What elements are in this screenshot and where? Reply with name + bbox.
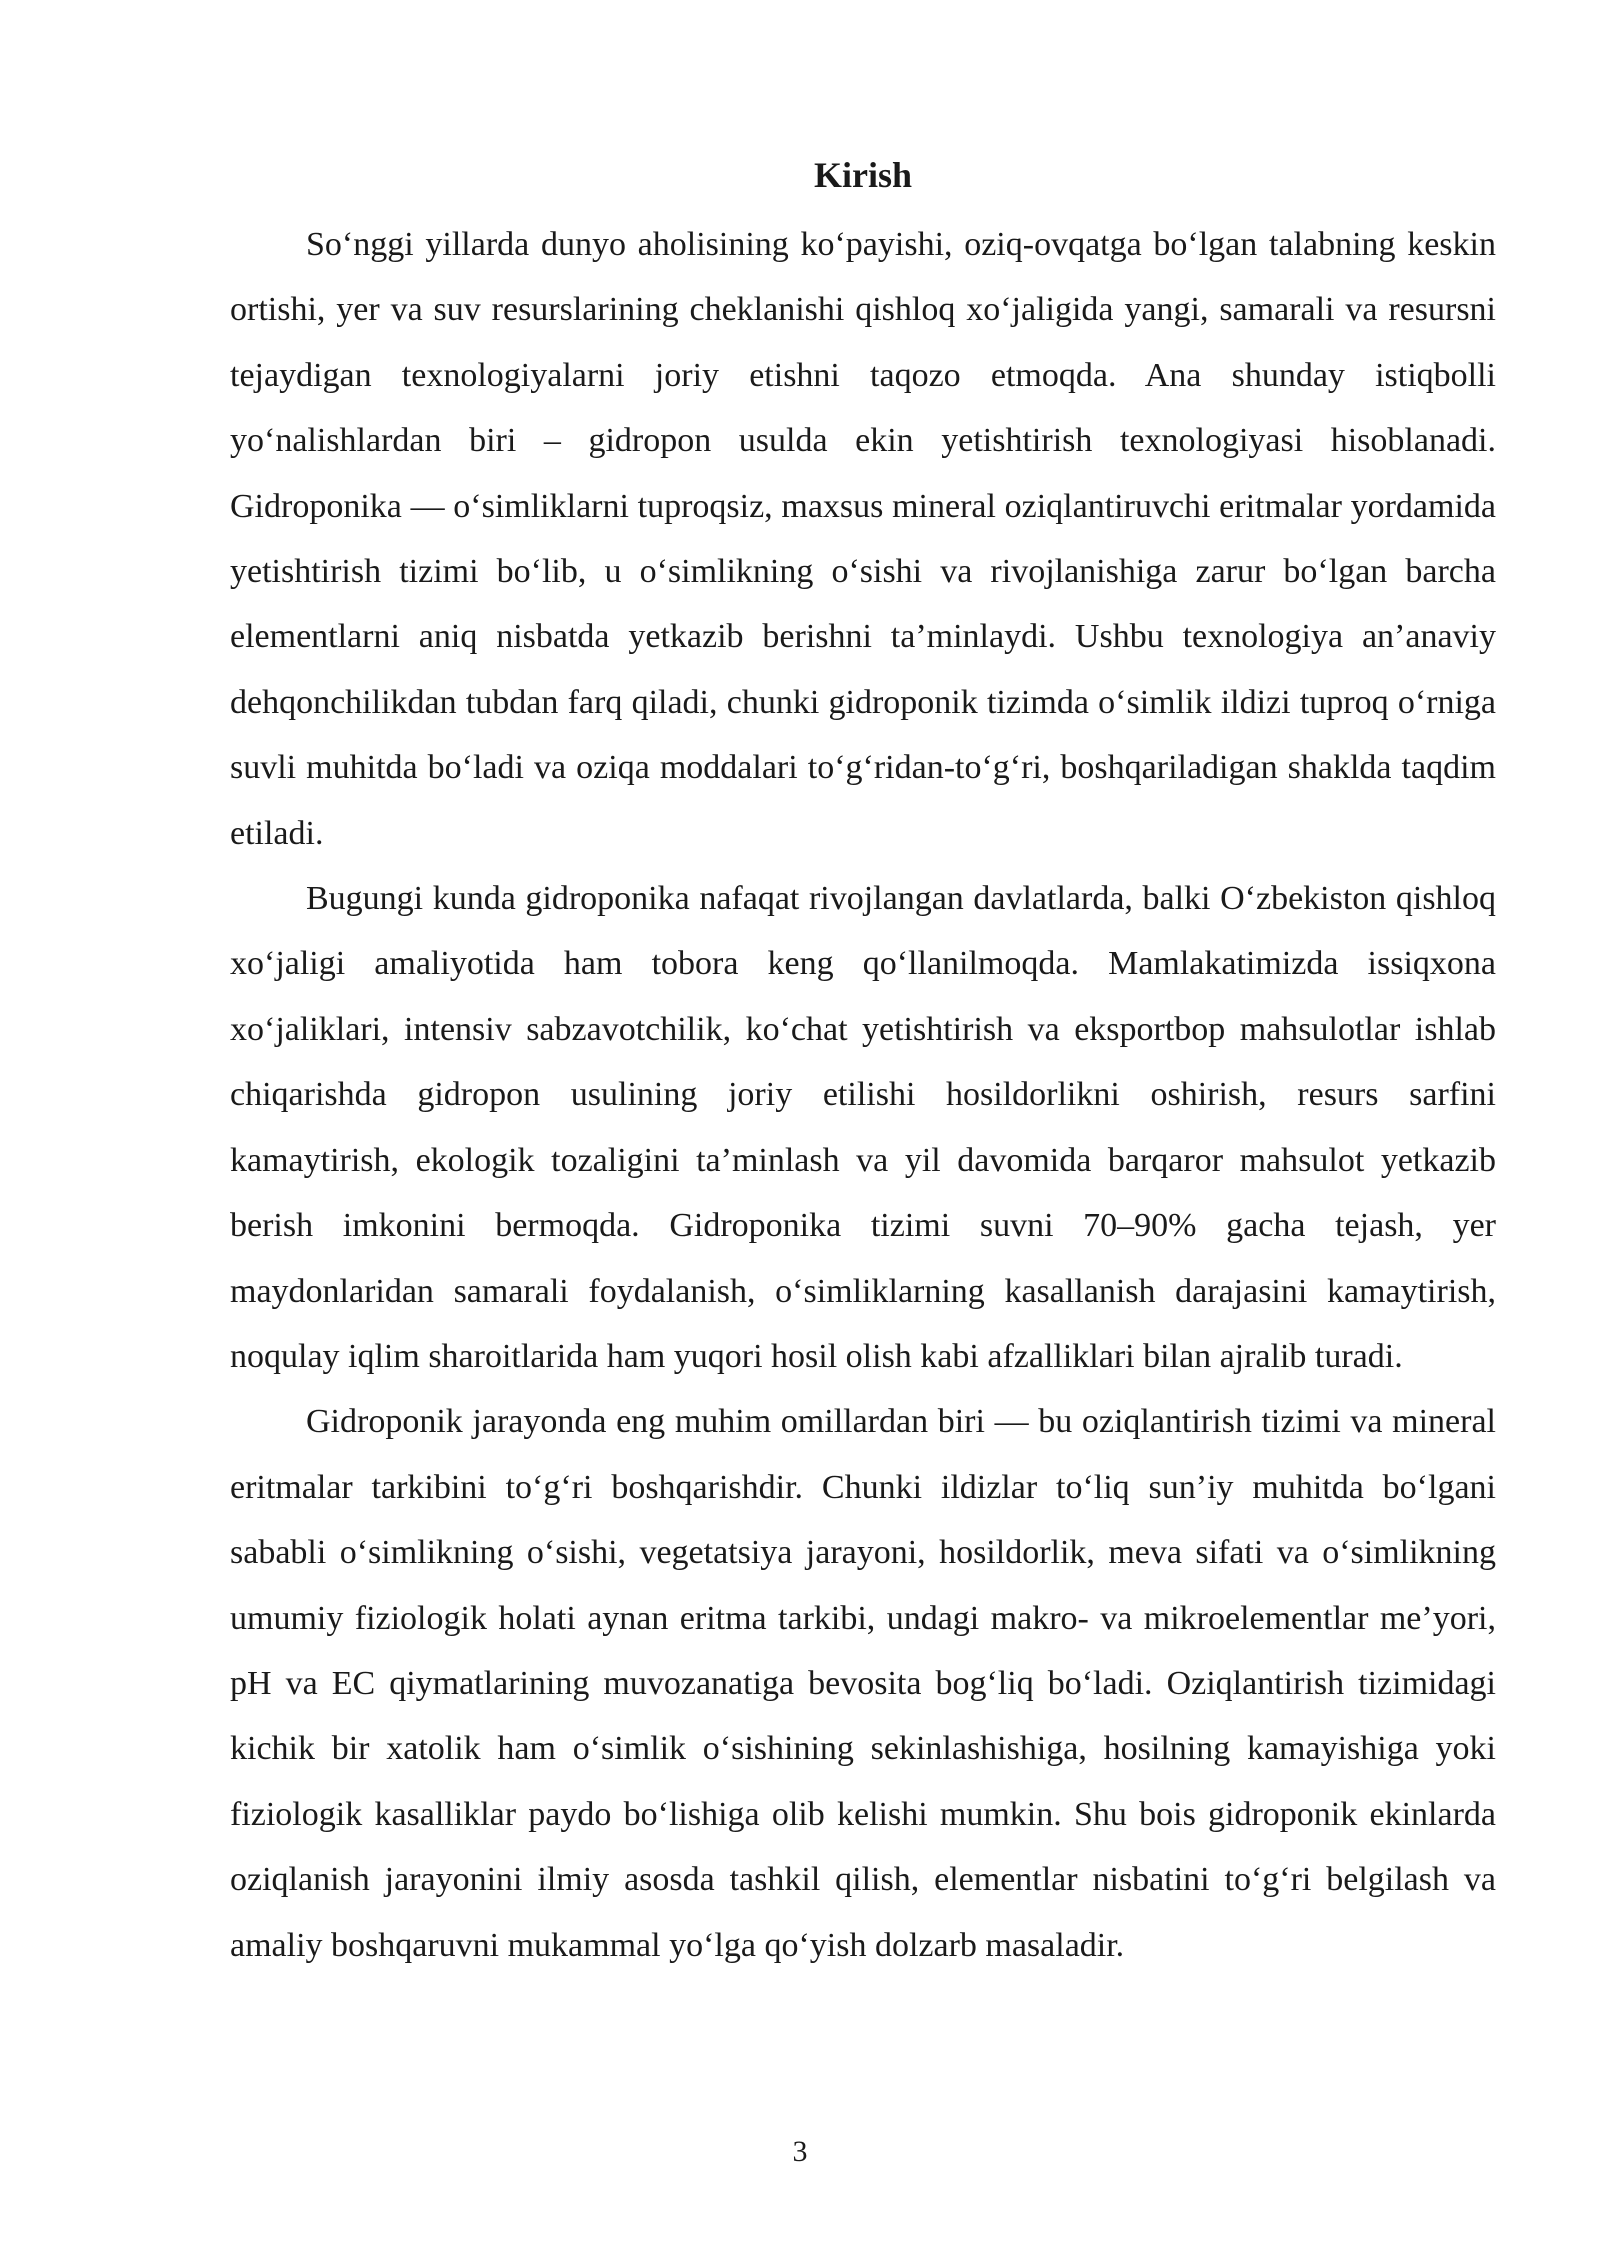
- paragraph-2: Bugungi kunda gidroponika nafaqat rivojlangan davlatlarda, balki O‘zbekiston qishloq xo‘jaligi amaliyotida ham tobora keng qo‘llanilmoqda. Mamlakatimizda issiqxona xo‘jaliklari, intensiv sabzavotchilik, ko‘chat yetishtirish va eksportbop mahsulotlar ishlab chiqarishda gidropon usulining joriy etilishi hosildorlikni oshirish, resurs sarfini kamaytirish, ekologik tozaligini ta’minlash va yil davomida barqaror mahsulot yetkazib berish imkonini bermoqda. Gidroponika tizimi suvni 70–90% gacha tejash, yer maydonlaridan samarali foydalanish, o‘simliklarning kasallanish darajasini kamaytirish, noqulay iqlim sharoitlarida ham yuqori hosil olish kabi afzalliklari bilan ajralib turadi.: [230, 880, 1496, 1375]
- section-title: Kirish: [813, 155, 912, 195]
- paragraph-1: So‘nggi yillarda dunyo aholisining ko‘payishi, oziq-ovqatga bo‘lgan talabning keskin ortishi, yer va suv resurslarining cheklanishi qishloq xo‘jaligida yangi, samarali va resursni tejaydigan texnologiyalarni joriy etishni taqozo etmoqda. Ana shunday istiqbolli yo‘nalishlardan biri – gidropon usulda ekin yetishtirish texnologiyasi hisoblanadi. Gidroponika — o‘simliklarni tuproqsiz, maxsus mineral oziqlantiruvchi eritmalar yordamida yetishtirish tizimi bo‘lib, u o‘simlikning o‘sishi va rivojlanishiga zarur bo‘lgan barcha elementlarni aniq nisbatda yetkazib berishni ta’minlaydi. Ushbu texnologiya an’anaviy dehqonchilikdan tubdan farq qiladi, chunki gidroponik tizimda o‘simlik ildizi tuproq o‘rniga suvli muhitda bo‘ladi va oziqa moddalari to‘g‘ridan-to‘g‘ri, boshqariladigan shaklda taqdim etiladi.: [230, 226, 1496, 852]
- paragraph-3: Gidroponik jarayonda eng muhim omillardan biri — bu oziqlantirish tizimi va mineral eritmalar tarkibini to‘g‘ri boshqarishdir. Chunki ildizlar to‘liq sun’iy muhitda bo‘lgani sababli o‘simlikning o‘sishi, vegetatsiya jarayoni, hosildorlik, meva sifati va o‘simlikning umumiy fiziologik holati aynan eritma tarkibi, undagi makro- va mikroelementlar me’yori, pH va EC qiymatlarining muvozanatiga bevosita bog‘liq bo‘ladi. Oziqlantirish tizimidagi kichik bir xatolik ham o‘simlik o‘sishining sekinlashishiga, hosilning kamayishiga yoki fiziologik kasalliklar paydo bo‘lishiga olib kelishi mumkin. Shu bois gidroponik ekinlarda oziqlanish jarayonini ilmiy asosda tashkil qilish, elementlar nisbatini to‘g‘ri belgilash va amaliy boshqaruvni mukammal yo‘lga qo‘yish dolzarb masaladir.: [230, 1403, 1496, 1964]
- page-number: 3: [792, 2135, 808, 2168]
- body-text: [230, 212, 1496, 1978]
